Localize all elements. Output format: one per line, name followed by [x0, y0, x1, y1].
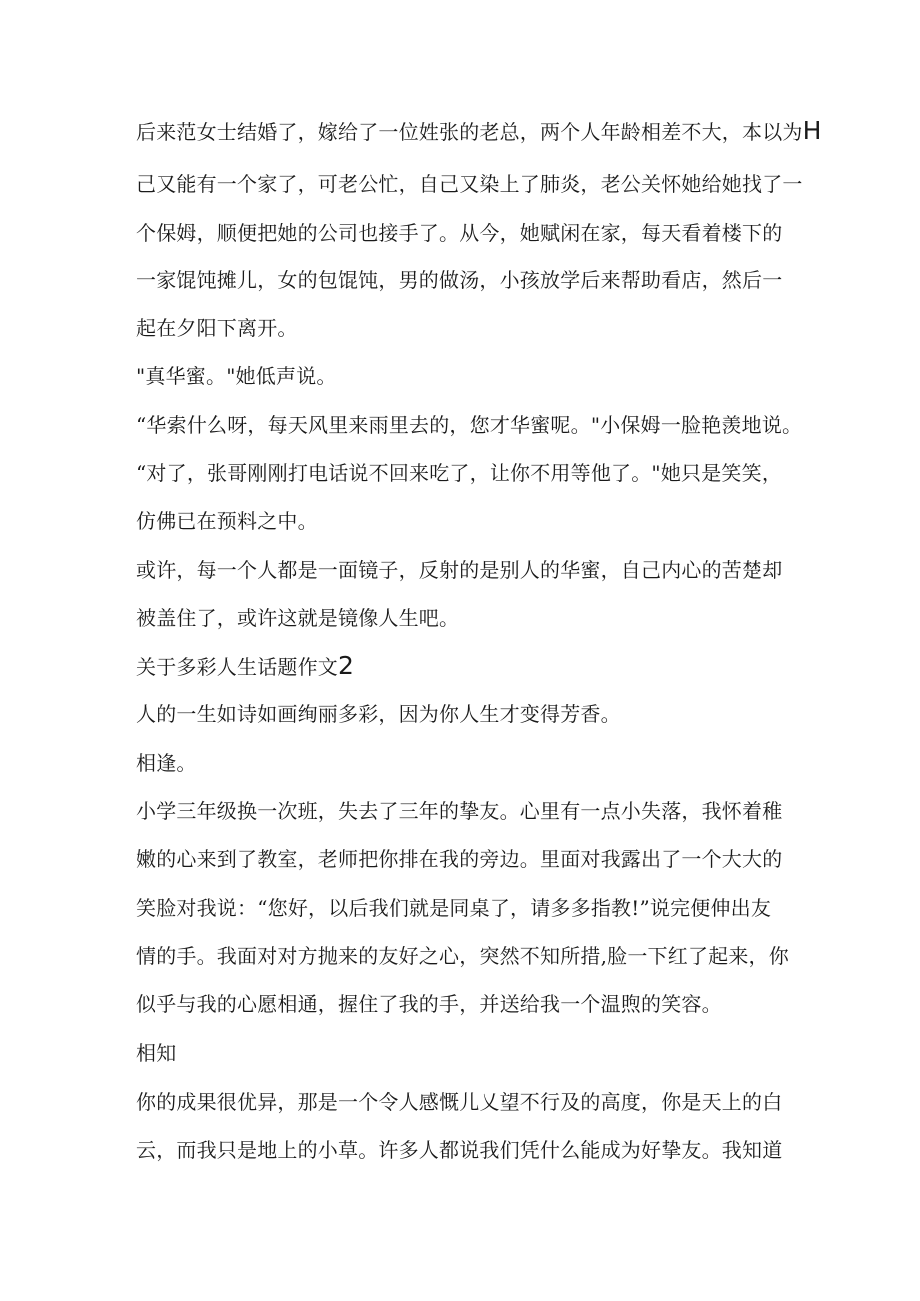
text-line-18: 情的手。我面对对方抛来的友好之心，突然不知所措,脸一下红了起来，你 [136, 944, 789, 968]
text-line-16: 嫩的心来到了教室，老师把你排在我的旁边。里面对我露出了一个大大的 [136, 847, 783, 871]
text-line-17: 笑脸对我说：“您好，以后我们就是同桌了，请多多指教!”说完便伸出友 [136, 896, 772, 920]
text-line-10: 或许，每一个人都是一面镜子，反射的是别人的华蜜，自己内心的苦楚却 [136, 558, 783, 582]
text-line-5: 起在夕阳下离开。 [136, 316, 298, 340]
text-line-19: 似乎与我的心愿相通，握住了我的手，并送给我一个温煦的笑容。 [136, 992, 722, 1016]
text-line-2: 己又能有一个家了，可老公忙，自己又染上了肺炎，老公关怀她给她找了一 [136, 172, 803, 196]
text-line-15: 小学三年级换一次班，失去了三年的挚友。心里有一点小失落，我怀着稚 [136, 799, 783, 823]
text-line-8: “对了，张哥刚刚打电话说不回来吃了，让你不用等他了。"她只是笑笑， [136, 461, 783, 485]
text-line-9: 仿佛已在预料之中。 [136, 509, 318, 533]
text-line-1-tail: H [802, 116, 822, 145]
text-line-20: 相知 [136, 1041, 177, 1065]
text-line-1 [136, 116, 822, 145]
text-line-22: 云，而我只是地上的小草。许多人都说我们凭什么能成为好挚友。我知道 [136, 1138, 783, 1162]
text-line-4: 一家馄饨摊儿，女的包馄饨，男的做汤，小孩放学后来帮助看店，然后一 [136, 268, 783, 292]
text-line-13: 人的一生如诗如画绚丽多彩，因为你人生才变得芳香。 [136, 702, 621, 726]
text-line-6: "真华蜜。"她低声说。 [136, 364, 337, 388]
text-line-3: 个保姆，顺便把她的公司也接手了。从今，她赋闲在家，每天看着楼下的 [136, 221, 783, 245]
text-line-11: 被盖住了，或许这就是镜像人生吧。 [136, 606, 460, 630]
section-heading [136, 651, 796, 680]
text-line-7: “华索什么呀，每天风里来雨里去的，您才华蜜呢。"小保姆一脸艳羡地说。 [136, 413, 803, 437]
section-heading-number: 2 [338, 651, 355, 680]
text-line-21: 你的成果很优异，那是一个令人感慨儿乂望不行及的高度，你是天上的白 [136, 1090, 783, 1114]
text-line-1-body: 后来范女士结婚了，嫁给了一位姓张的老总，两个人年龄相差不大，本以为 [136, 120, 803, 144]
text-line-14: 相逢。 [136, 751, 197, 775]
section-heading-text: 关于多彩人生话题作文 [136, 655, 338, 679]
